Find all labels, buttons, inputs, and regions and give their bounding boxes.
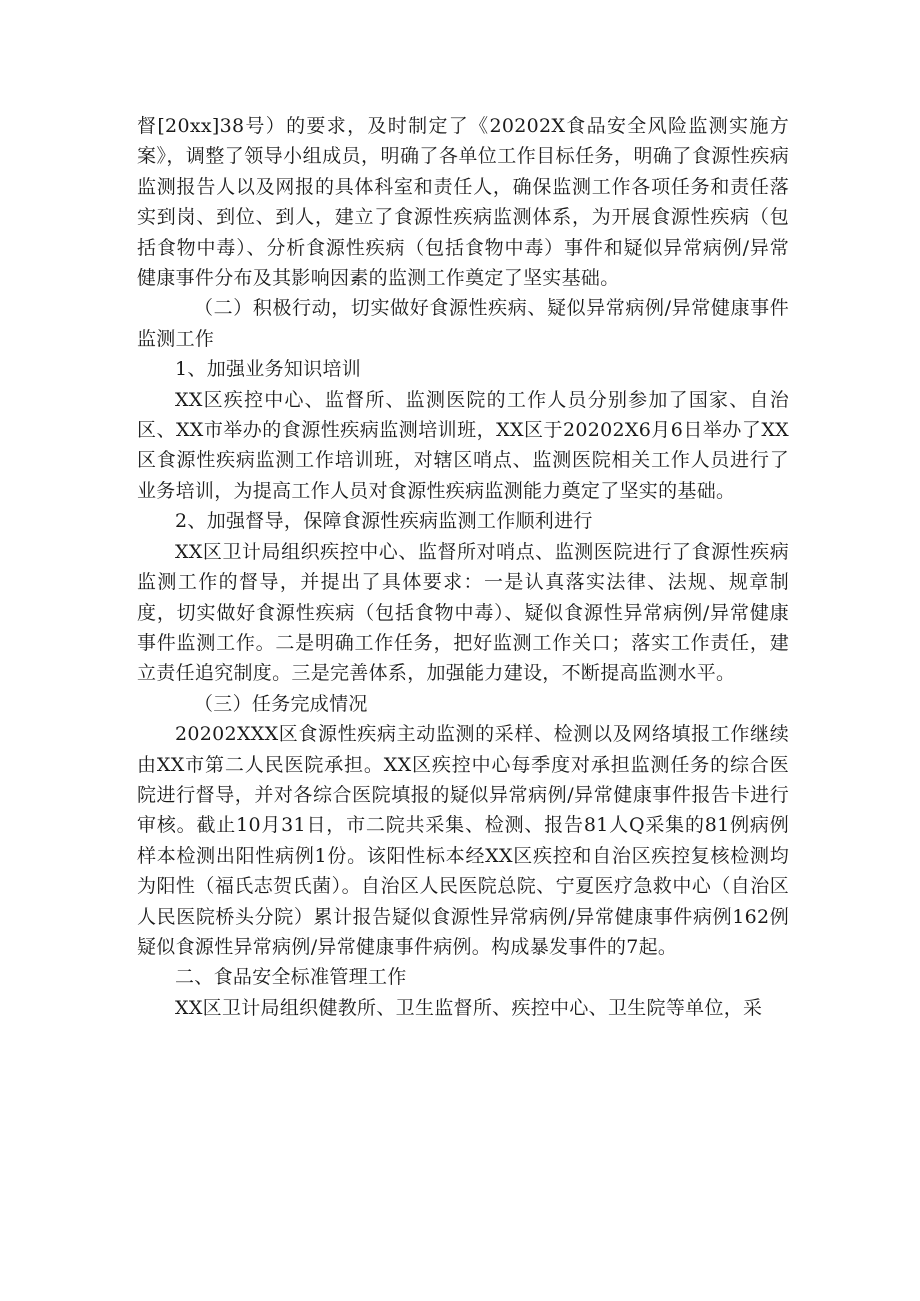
paragraph-task-completion: 20202XXX区食源性疾病主动监测的采样、检测以及网络填报工作继续由XX市第二人民医院承担。XX区疾控中心每季度对承担监测任务的综合医院进行督导，并对各综合医院填报的疑似异常病例/异常健康事件报告卡进行审核。截止10月31日，市二院共采集、检测、报告81人Q采集的81例病例样本检测出阳性病例1份。该阳性标本经XX区疾控和自治区疾控复核检测均为阳性（福氏志贺氏菌）。自治区人民医院总院、宁夏医疗急救中心（自治区人民医院桥头分院）累计报告疑似食源性异常病例/异常健康事件病例162例疑似食源性异常病例/异常健康事件病例。构成暴发事件的7起。 — [137, 723, 789, 958]
document-body — [137, 111, 789, 1023]
paragraph-food-standards: XX区卫计局组织健教所、卫生监督所、疾控中心、卫生院等单位，采 — [175, 996, 763, 1019]
section-heading-3: （三）任务完成情况 — [194, 692, 368, 715]
subheading-training: 1、加强业务知识培训 — [175, 358, 362, 381]
subheading-supervision: 2、加强督导，保障食源性疾病监测工作顺利进行 — [175, 510, 593, 533]
paragraph-training: XX区疾控中心、监督所、监测医院的工作人员分别参加了国家、自治区、XX市举办的食源性疾病监测培训班，XX区于20202X6月6日举办了XX区食源性疾病监测工作培训班，对辖区哨点、监测医院相关工作人员进行了业务培训，为提高工作人员对食源性疾病监测能力奠定了坚实的基础。 — [137, 388, 789, 502]
section-heading-food-standards: 二、食品安全标准管理工作 — [175, 966, 407, 989]
paragraph-continued-plan: 督[20xx]38号）的要求，及时制定了《20202X食品安全风险监测实施方案》，调整了领导小组成员，明确了各单位工作目标任务，明确了食源性疾病监测报告人以及网报的具体科室和责任人，确保监测工作各项任务和责任落实到岗、到位、到人，建立了食源性疾病监测体系，为开展食源性疾病（包括食物中毒）、分析食源性疾病（包括食物中毒）事件和疑似异常病例/异常健康事件分布及其影响因素的监测工作奠定了坚实基础。 — [137, 115, 789, 290]
section-heading-2: （二）积极行动，切实做好食源性疾病、疑似异常病例/异常健康事件监测工作 — [137, 297, 789, 350]
paragraph-supervision: XX区卫计局组织疾控中心、监督所对哨点、监测医院进行了食源性疾病监测工作的督导，并提出了具体要求：一是认真落实法律、法规、规章制度，切实做好食源性疾病（包括食物中毒）、疑似食源性异常病例/异常健康事件监测工作。二是明确工作任务，把好监测工作关口；落实工作责任，建立责任追究制度。三是完善体系，加强能力建设，不断提高监测水平。 — [137, 540, 789, 685]
